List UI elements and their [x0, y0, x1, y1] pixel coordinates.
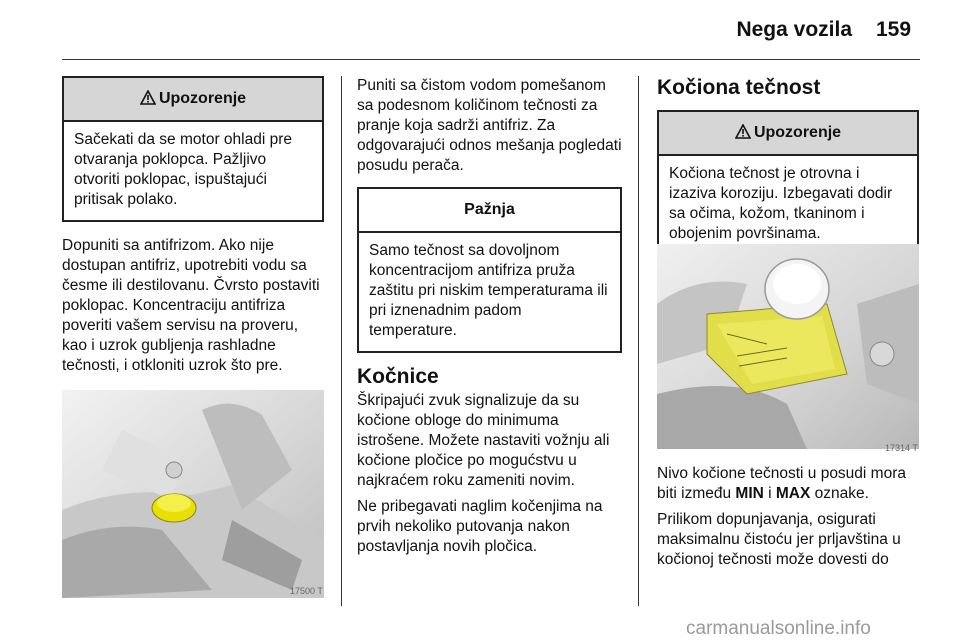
coolant-paragraph: Dopuniti sa antifrizom. Ako nije dostupan antifriz, upotrebiti vodu sa česme ili destilovanu. Čvrsto postaviti poklopac. Koncentraciju antifriza poveriti vašem servisu na proveru, kao i uzrok gubljenja rashladne tečnosti, i otkloniti uzrok što pre. [62, 237, 320, 374]
page-number: 159 [876, 18, 912, 41]
page-header-title: Nega vozila [736, 18, 852, 41]
column-divider-1 [341, 76, 342, 606]
brake-warning-title: Upozorenje [753, 124, 842, 141]
brakes-paragraph-2: Ne pribegavati naglim kočenjima na prvih nekoliko putovanja nakon postavljanja novih pločica. [357, 498, 603, 555]
brake-warning-box [657, 110, 919, 256]
washer-intro-paragraph: Puniti sa čistom vodom pomešanom sa podesnom količinom tečnosti za pranje koja sadrži antifriz. Za odgovarajući odnos mešanja pogledati posudu perača. [357, 77, 622, 174]
brake-warning-text: Kočiona tečnost je otrovna i izaziva koroziju. Izbegavati dodir sa očima, kožom, tkaninom i obojenim površinama. [669, 165, 893, 242]
column-2 [357, 76, 622, 557]
level-text-start: Nivo kočione tečnosti u posudi mora biti između [657, 465, 906, 502]
warning-title: Upozorenje [158, 90, 247, 107]
section-heading-brakes: Kočnice [357, 365, 439, 388]
column-1 [62, 76, 324, 420]
warning-box-header [64, 78, 322, 122]
warning-triangle-icon [735, 114, 751, 156]
column-3-lower [657, 464, 919, 570]
warning-triangle-icon [140, 80, 156, 122]
brake-warning-box-header [659, 112, 917, 156]
image-code-washer: 17500 T [290, 586, 323, 596]
brake-reservoir-illustration [657, 244, 919, 449]
column-3 [657, 76, 919, 256]
washer-reservoir-illustration [62, 390, 324, 598]
header-rule [62, 59, 920, 60]
brake-fluid-level-paragraph [657, 464, 919, 504]
image-code-brake: 17314 T [885, 443, 918, 453]
max-label: MAX [775, 485, 811, 502]
footer-watermark: carmanualsonline.info [686, 618, 871, 639]
warning-text: Sačekati da se motor ohladi pre otvaranja poklopca. Pažljivo otvoriti poklopac, ispuštajući pritisak polako. [74, 131, 292, 208]
section-heading-brake-fluid: Kočiona tečnost [657, 76, 821, 99]
notice-text: Samo tečnost sa dovoljnom koncentracijom antifriza pruža zaštitu pri niskim temperaturama ili pri iznenadnim padom temperature. [369, 242, 608, 339]
column-divider-2 [638, 76, 639, 606]
warning-box [62, 76, 324, 222]
level-text-mid: i [763, 485, 776, 502]
brake-fluid-topup-paragraph: Prilikom dopunjavanja, osigurati maksimalnu čistoću jer prljavština u kočionoj tečnosti može dovesti do [657, 511, 901, 568]
level-text-end: oznake. [810, 485, 869, 502]
min-label: MIN [735, 485, 764, 502]
notice-box [357, 187, 622, 353]
notice-box-header: Pažnja [359, 189, 620, 233]
brakes-paragraph-1: Škripajući zvuk signalizuje da su kočione obloge do minimuma istrošene. Možete nastaviti vožnju ali kočione pločice po mogućstvu u najkraćem roku zameniti novim. [357, 392, 610, 489]
